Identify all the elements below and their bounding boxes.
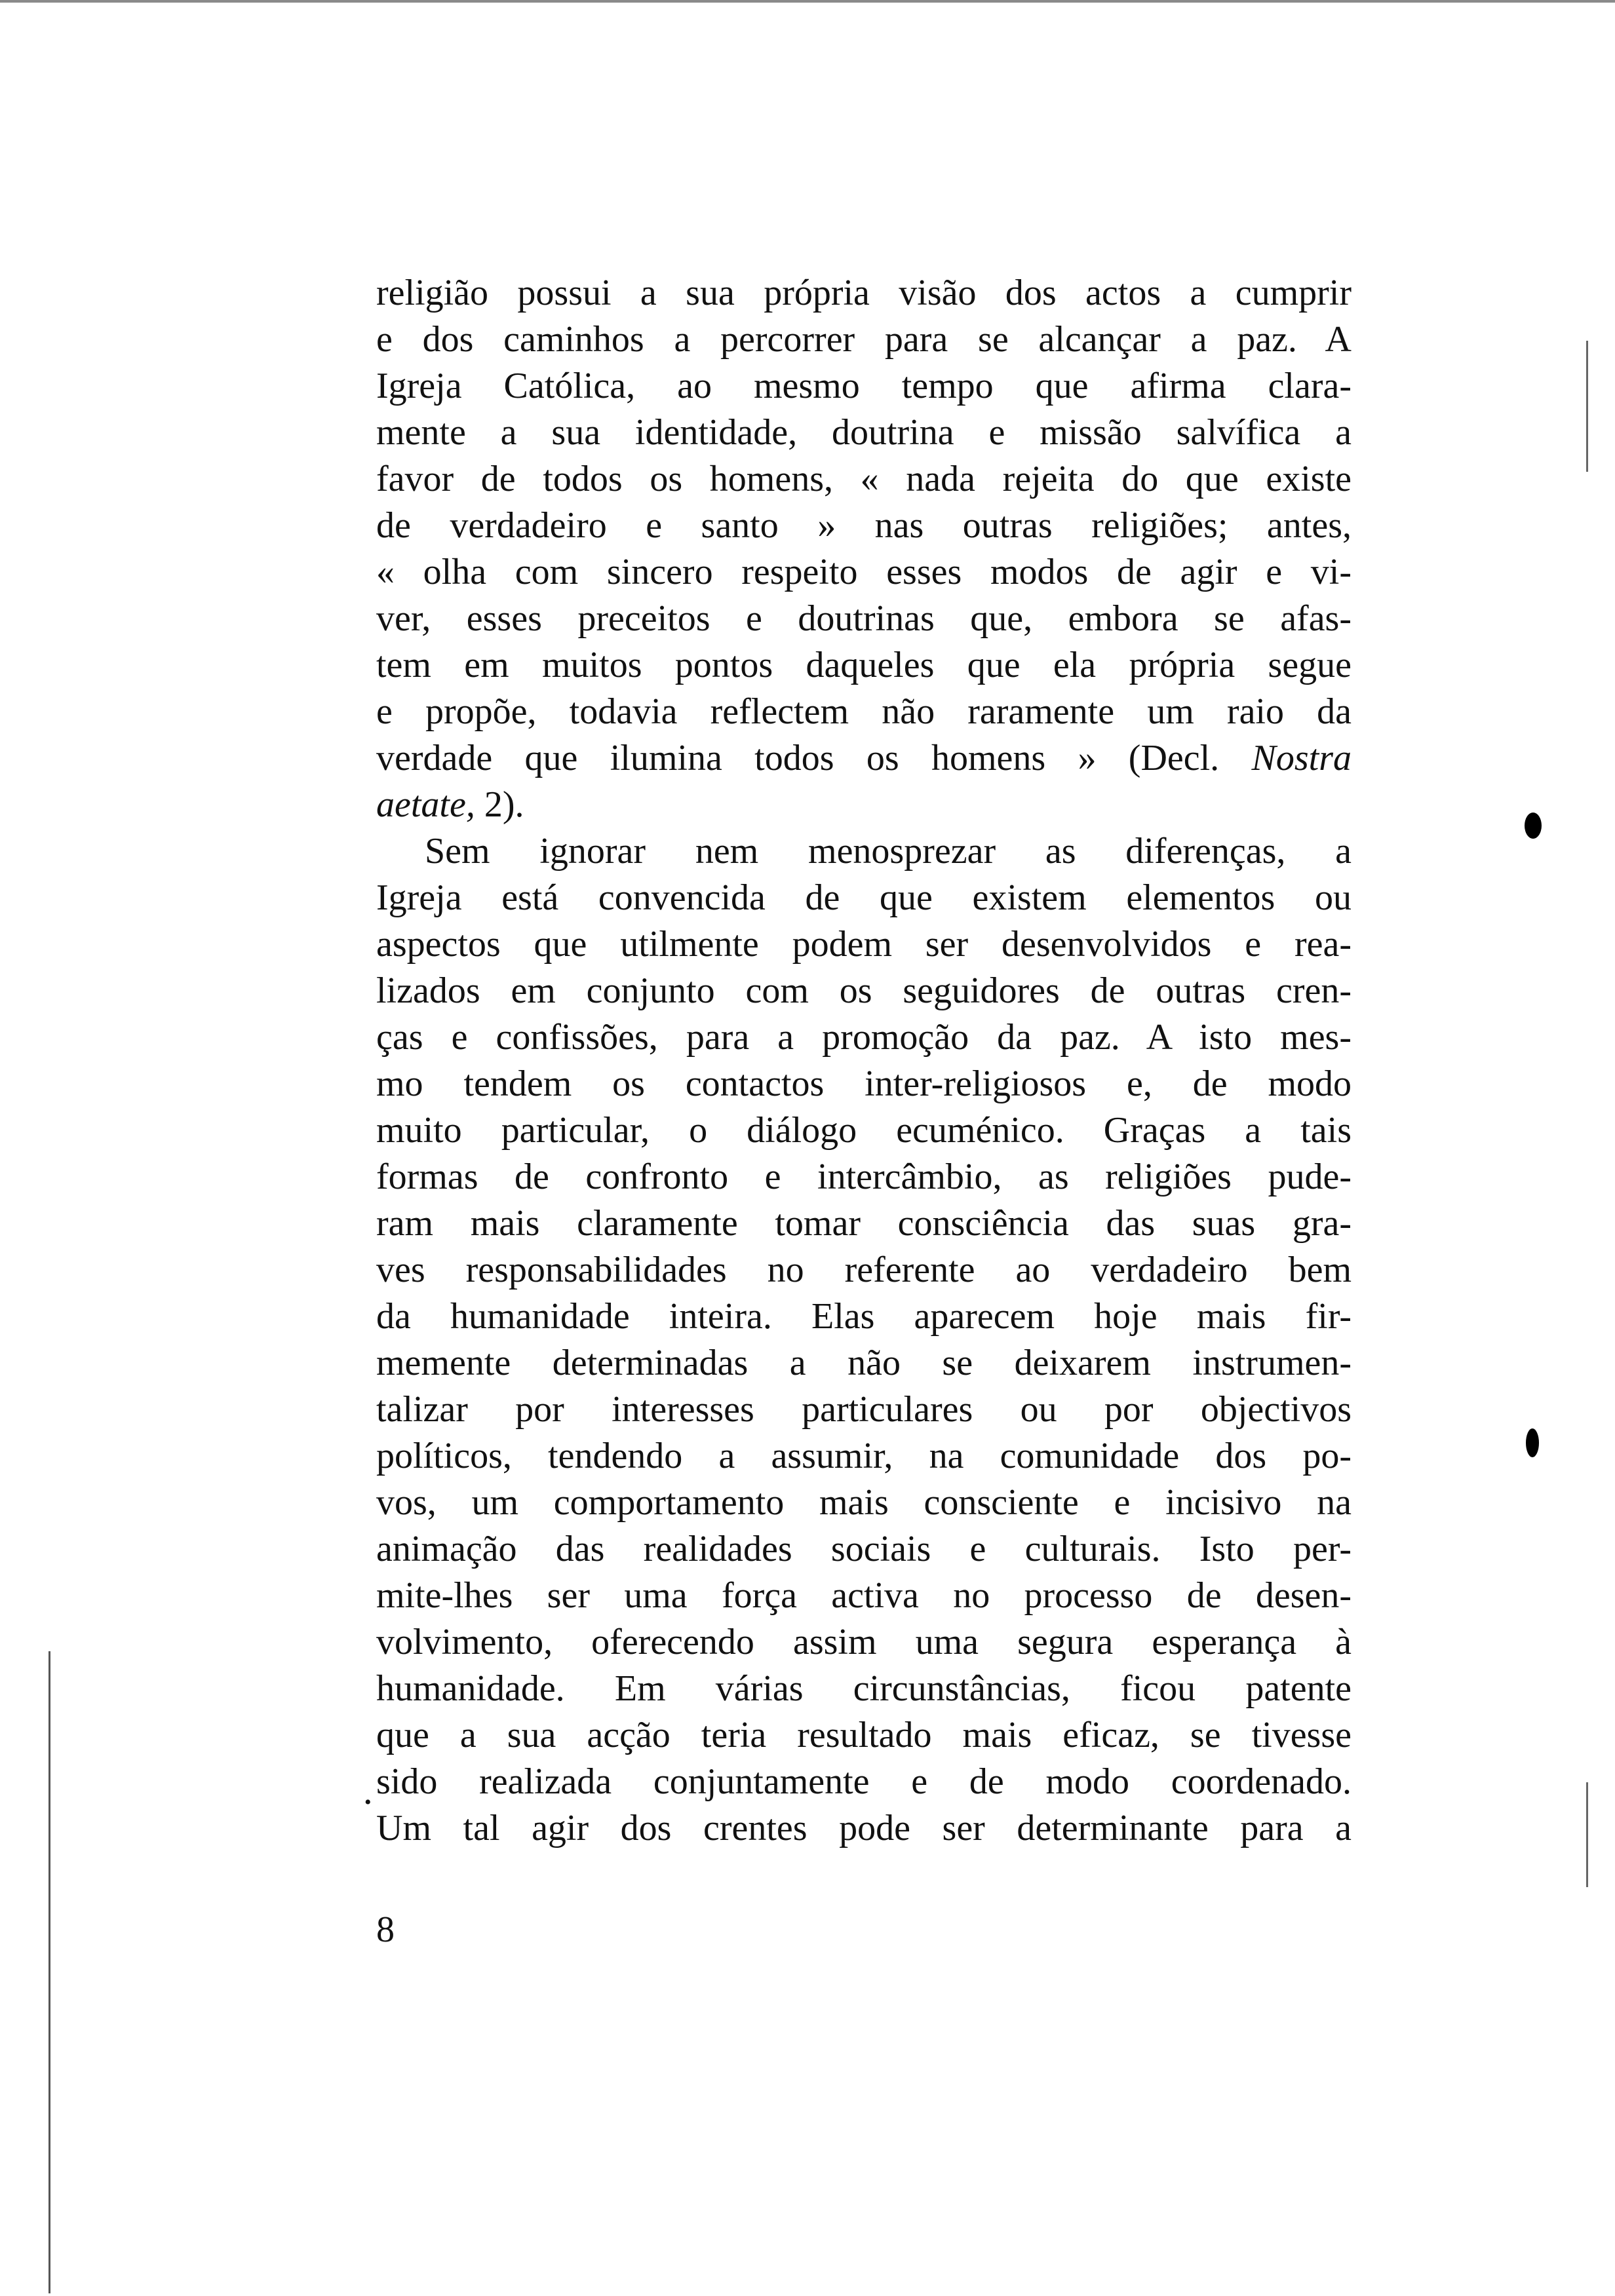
stray-mark: •	[364, 1791, 372, 1813]
scan-right-tick	[1586, 1782, 1588, 1887]
text-line: aspectos que utilmente podem ser desenvolvidos e rea-	[376, 924, 1352, 965]
text-line: religião possui a sua própria visão dos actos a cumprir	[376, 273, 1352, 313]
text-line: lizados em conjunto com os seguidores de outras cren-	[376, 970, 1352, 1011]
text-line: mo tendem os contactos inter-religiosos e, de modo	[376, 1063, 1352, 1104]
italic-title: Nostra	[1251, 738, 1352, 778]
text-line: ver, esses preceitos e doutrinas que, embora se afas-	[376, 598, 1352, 639]
scan-left-edge	[49, 1651, 50, 2293]
text-line: mite-lhes ser uma força activa no processo de desen-	[376, 1575, 1352, 1616]
italic-title: aetate,	[376, 784, 475, 825]
text-line: Um tal agir dos crentes pode ser determinante para a	[376, 1808, 1352, 1848]
scan-right-tick	[1586, 341, 1588, 472]
text-line: humanidade. Em várias circunstâncias, ficou patente	[376, 1668, 1352, 1709]
text-line: sido realizada conjuntamente e de modo coordenado.	[376, 1761, 1352, 1802]
text-line: talizar por interesses particulares ou por objectivos	[376, 1389, 1352, 1430]
text-line	[376, 782, 1352, 828]
text-line: formas de confronto e intercâmbio, as religiões pude-	[376, 1157, 1352, 1197]
punch-hole-mark	[1526, 1428, 1539, 1457]
text-line: mente a sua identidade, doutrina e missão salvífica a	[376, 412, 1352, 453]
text-line: tem em muitos pontos daqueles que ela própria segue	[376, 645, 1352, 685]
text-line: muito particular, o diálogo ecuménico. Graças a tais	[376, 1110, 1352, 1151]
text-segment: verdade que ilumina todos os homens » (Decl.	[376, 738, 1252, 778]
text-line: que a sua acção teria resultado mais eficaz, se tivesse	[376, 1715, 1352, 1755]
text-line: Sem ignorar nem menosprezar as diferenças, a	[425, 831, 1352, 871]
text-line: volvimento, oferecendo assim uma segura esperança à	[376, 1622, 1352, 1662]
punch-hole-mark	[1525, 813, 1542, 839]
text-line: ram mais claramente tomar consciência das suas gra-	[376, 1203, 1352, 1244]
text-line: de verdadeiro e santo » nas outras religiões; antes,	[376, 505, 1352, 546]
text-line: Igreja Católica, ao mesmo tempo que afirma clara-	[376, 366, 1352, 406]
text-line: ças e confissões, para a promoção da paz. A isto mes-	[376, 1017, 1352, 1058]
text-line: animação das realidades sociais e culturais. Isto per-	[376, 1529, 1352, 1569]
text-line: Igreja está convencida de que existem elementos ou	[376, 877, 1352, 918]
text-segment: 2).	[475, 784, 524, 825]
text-line	[376, 735, 1352, 782]
text-line: favor de todos os homens, « nada rejeita do que existe	[376, 459, 1352, 499]
text-line: ves responsabilidades no referente ao verdadeiro bem	[376, 1250, 1352, 1290]
text-line: memente determinadas a não se deixarem instrumen-	[376, 1343, 1352, 1383]
text-line: políticos, tendendo a assumir, na comunidade dos po-	[376, 1436, 1352, 1476]
text-line: vos, um comportamento mais consciente e incisivo na	[376, 1482, 1352, 1523]
text-line: « olha com sincero respeito esses modos de agir e vi-	[376, 552, 1352, 592]
text-line: da humanidade inteira. Elas aparecem hoje mais fir-	[376, 1296, 1352, 1337]
text-line: e dos caminhos a percorrer para se alcançar a paz. A	[376, 319, 1352, 360]
text-line: e propõe, todavia reflectem não raramente um raio da	[376, 691, 1352, 732]
scan-top-edge	[0, 0, 1615, 3]
body-text	[376, 270, 1352, 1852]
page-number: 8	[376, 1909, 395, 1950]
